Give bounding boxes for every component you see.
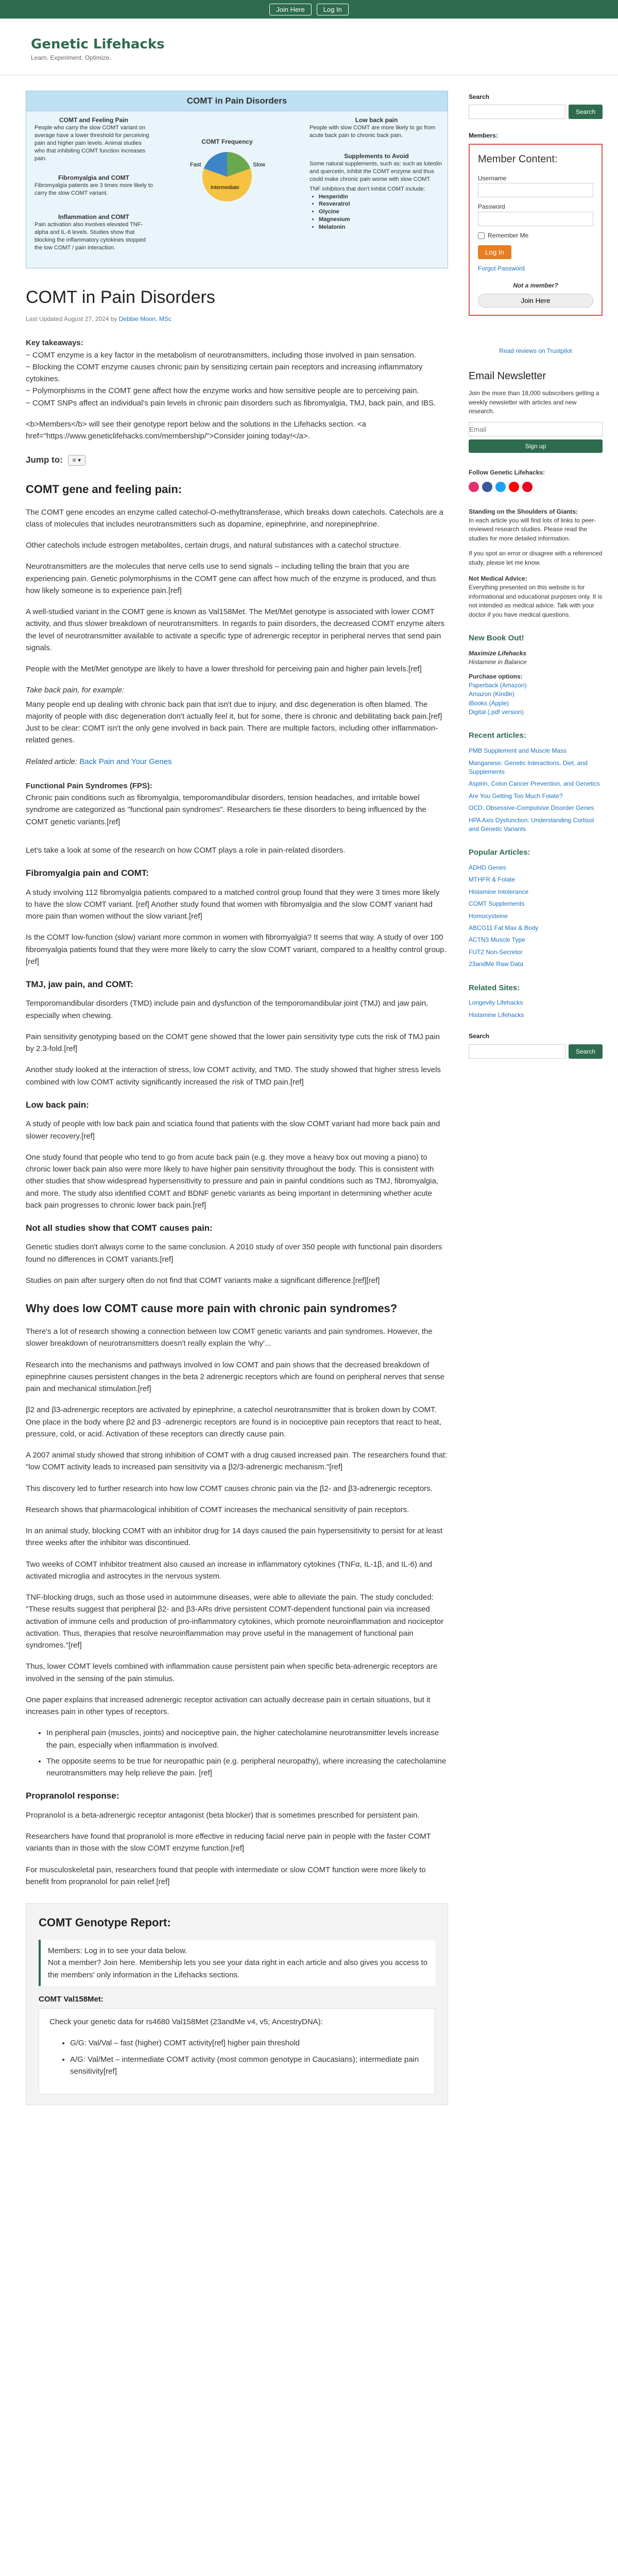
pie-label-slow: Slow	[253, 162, 265, 168]
genotype-box	[39, 2008, 435, 2094]
paragraph: Another study looked at the interaction of stress, low COMT activity, and TMD. The study showed that higher stress levels combined with low COMT activity significantly increased the risk of TMD pain.[ref]	[26, 1065, 441, 1087]
recent-article-link[interactable]: Are You Getting Too Much Folate?	[469, 792, 563, 800]
newsletter-signup-button[interactable]: Sign up	[469, 439, 603, 453]
frequency-pie-chart	[176, 146, 279, 208]
infographic-frequency	[176, 138, 279, 210]
infographic-heading: Fibromyalgia and COMT	[58, 174, 129, 181]
search-label-bottom: Search	[469, 1032, 490, 1040]
search-input-bottom[interactable]	[469, 1044, 565, 1059]
remember-me[interactable]	[478, 231, 593, 240]
paragraph: Pain sensitivity genotyping based on the COMT gene showed that the lower pain sensitivity type cuts the risk of TMJ pain by 2.3-fold.[ref]	[26, 1032, 440, 1054]
heading-tmj: TMJ, jaw pain, and COMT:	[26, 979, 133, 990]
report-join-line[interactable]: Not a member? Join here. Membership lets you see your data right in each article and also gives you access to the members' only information in the Lifehacks sections.	[48, 1958, 428, 1979]
genotype-item: • G/G: Val/Val – fast (higher) COMT activity[ref] higher pain threshold	[70, 2037, 424, 2049]
related-site-link[interactable]: Longevity Lifehacks	[469, 999, 523, 1007]
infographic-text: Pain activation also involves elevated TNF-alpha and IL-6 levels. Studies show that blocking the inflammatory cytokines stopped the low COMT / pain interaction.	[35, 222, 146, 251]
paragraph: A study of people with low back pain and sciatica found that patients with the slow COMT variant had more back pain and slower recovery.[ref]	[26, 1120, 440, 1141]
recent-article-link[interactable]: OCD: Obsessive-Compulsive Disorder Genes	[469, 804, 594, 812]
toc-toggle-button[interactable]: ≡ ▾	[68, 455, 85, 466]
paragraph: One study found that people who tend to go from acute back pain (e.g. they move a heavy box out moving a piano) to chronic lower back pain also were more likely to have higher pain sensitivity throughout the body. This is consistent with other studies that show widespread hypersensitivity to pressure and pain in painful conditions such as TMJ, fibromyalgia, and more. The study also identified COMT and BDNF genetic variants as being important in determining whether acute back pain progresses to chronic lower back pain.[ref]	[26, 1153, 438, 1210]
sidebar-join-button[interactable]: Join Here	[478, 294, 593, 308]
popular-article-link[interactable]: ACTN3 Muscle Type	[469, 936, 525, 944]
list-item: • Resveratrol	[319, 200, 443, 208]
giants-text: In each article you will find lots of links to peer-reviewed research studies. Please read the studies for more detailed information.	[469, 517, 596, 542]
paragraph: A study involving 112 fibromyalgia patients compared to a matched control group found that they were 3 times more likely to have the slow COMT variant. [ref] Another study found that women with fibromyalgia and the slow COMT variant had more pain than women without the slow variant.[ref]	[26, 888, 440, 921]
paragraph: In an animal study, blocking COMT with an inhibitor drug for 14 days caused the pain hypersensitivity to persist for at least three weeks after the inhibitor was discontinued.	[26, 1527, 443, 1548]
list-item: • Magnesium	[319, 216, 443, 224]
social-links	[469, 482, 603, 492]
search-input[interactable]	[469, 105, 565, 119]
not-member-text: Not a member?	[513, 282, 558, 290]
genotype-item: • A/G: Val/Met – intermediate COMT activity (most common genotype in Caucasians); intermediate pain sensitivity[ref]	[70, 2054, 424, 2078]
heading-gene: COMT gene and feeling pain:	[26, 482, 182, 496]
paragraph: Research into the mechanisms and pathways involved in low COMT and pain shows that the decreased breakdown of epinephrine causes persistent changes in the beta 2 adrenergic receptors which are found on peripheral nerves that sense pain and mechanical stimulation.[ref]	[26, 1360, 445, 1394]
book-name: Maximize Lifehacks	[469, 649, 527, 657]
sidebar	[469, 75, 603, 2105]
infographic-supplements	[310, 152, 443, 231]
purchase-label: Purchase options:	[469, 672, 523, 680]
members-label: Members:	[469, 132, 498, 140]
supplement-list	[319, 193, 443, 231]
takeaways-title: Key takeaways:	[26, 338, 83, 348]
paragraph: TNF-blocking drugs, such as those used in autoimmune diseases, were able to alleviate the pain. The study concluded: "These results suggest that peripheral β2- and β3-ARs drive persistent COMT-dependent functional pain via increased activation of immune cells and production of pro-inflammatory cytokines, which promote neuroinflammation and nociceptor activation. Thus, therapies that resolve neuroinflammation may prove useful in the management of functional pain syndromes."[ref]	[26, 1593, 444, 1650]
related-article	[26, 756, 448, 768]
sidebar-login-button[interactable]: Log In	[478, 245, 511, 259]
heading-not-all: Not all studies show that COMT causes pain:	[26, 1223, 213, 1233]
remember-label: Remember Me	[488, 231, 529, 239]
infographic-fibromyalgia	[35, 174, 153, 197]
infographic-text: People with slow COMT are more likely to go from acute back pain to chronic back pain.	[310, 125, 436, 139]
top-bar	[0, 0, 618, 19]
newsletter-text: Join the more than 18,000 subscribers getting a weekly newsletter with articles and new research.	[469, 389, 599, 415]
join-here-button[interactable]: Join Here	[269, 4, 312, 15]
pain-type-list	[46, 1727, 448, 1779]
fps-block	[26, 780, 448, 828]
heading-back-pain: Low back pain:	[26, 1099, 89, 1110]
giants-title: Standing on the Shoulders of Giants:	[469, 507, 578, 515]
paragraph	[26, 684, 448, 696]
infographic-text: Some natural supplements, such as: such as luteolin and quercetin, inhibit the COMT enzyme and thus could make chronic pain worse with slow COMT.	[310, 161, 442, 182]
related-sites-title: Related Sites:	[469, 983, 520, 992]
paragraph: This discovery led to further research into how low COMT causes chronic pain via the β2- and β3-adrenergic receptors.	[26, 1484, 433, 1493]
infographic-text: TNF inhibitors that don't inhibit COMT include:	[310, 185, 425, 192]
author-link[interactable]: Debbie Moon, MSc	[118, 315, 171, 323]
paragraph: Other catechols include estrogen metabolites, certain drugs, and natural substances with a catechol structure.	[26, 541, 401, 550]
paragraph: Research shows that pharmacological inhibition of COMT increases the mechanical sensitivity of pain receptors.	[26, 1505, 409, 1514]
facebook-icon[interactable]	[482, 482, 492, 492]
youtube-icon[interactable]	[509, 482, 519, 492]
recent-article-link[interactable]: Aspirin, Colon Cancer Prevention, and Genetics	[469, 780, 600, 788]
pinterest-icon[interactable]	[522, 482, 533, 492]
site-logo[interactable]: Genetic Lifehacks	[31, 37, 165, 52]
username-input[interactable]	[478, 183, 593, 197]
popular-article-link[interactable]: Histamine Intolerance	[469, 888, 529, 895]
paragraph: Is the COMT low-function (slow) variant more common in women with fibromyalgia? It seems that way. A study of over 100 fibromyalgia patients found that they were more likely to carry the slow COMT variant, compared to a healthy control group.[ref]	[26, 933, 447, 966]
genotype-report	[26, 1903, 448, 2105]
instagram-icon[interactable]	[469, 482, 479, 492]
purchase-link[interactable]: iBooks (Apple)	[469, 699, 509, 707]
member-content-title: Member Content:	[478, 153, 558, 165]
report-members-line[interactable]: Members: Log in to see your data below.	[48, 1946, 187, 1956]
fps-title: Functional Pain Syndromes (FPS):	[26, 781, 152, 790]
report-title: COMT Genotype Report:	[39, 1916, 171, 1929]
advice-text: Everything presented on this website is for informational and educational purposes only. It is not intended as medical advice. Talk with your doctor if you have medical questions.	[469, 584, 603, 618]
paragraph: Studies on pain after surgery often do not find that COMT variants make a significant difference.[ref][ref]	[26, 1276, 380, 1285]
paragraph: Let's take a look at some of the research on how COMT plays a role in pain-related disorders.	[26, 845, 346, 855]
main-content	[15, 75, 458, 2105]
heading-fibromyalgia: Fibromyalgia pain and COMT:	[26, 868, 149, 878]
fps-text: Chronic pain conditions such as fibromyalgia, temporomandibular disorders, tension headaches, and irritable bowel syndrome are categorized as "functional pain syndromes". Researchers tie these disorders to being influenced by the COMT genetic variants.[ref]	[26, 793, 426, 826]
infographic-text: Fibromyalgia patients are 3 times more likely to carry the slow COMT variant.	[35, 182, 153, 197]
advice-title: Not Medical Advice:	[469, 575, 527, 583]
remember-checkbox[interactable]	[478, 232, 485, 239]
login-button[interactable]: Log In	[317, 4, 349, 15]
recent-title: Recent articles:	[469, 731, 526, 740]
takeaway-item: ~ COMT SNPs affect an individual's pain levels in chronic pain disorders such as fibromyalgia, TMJ, back pain, and IBS.	[26, 398, 436, 408]
infographic-heading: Supplements to Avoid	[344, 152, 409, 160]
infographic-text: People who carry the slow COMT variant on average have a lower threshold for perceiving pain and higher pain levels. Animal studies who that inhibiting COMT function increases pain.	[35, 125, 149, 162]
popular-article-link[interactable]: MTHFR & Folate	[469, 876, 516, 884]
popular-article-link[interactable]: Homocysteine	[469, 912, 508, 920]
paragraph: Propranolol is a beta-adrenergic receptor antagonist (beta blocker) that is sometimes prescribed for persistent pain.	[26, 1810, 420, 1820]
infographic-heading: COMT Frequency	[201, 138, 253, 145]
recent-article-link[interactable]: Manganese: Genetic Interactions, Diet, and Supplements	[469, 759, 588, 775]
paragraph: A 2007 animal study showed that strong inhibition of COMT with a drug caused increased pain. The researchers found that: "low COMT activity leads to increased pain sensitivity via a β2/3-adrenergic mechanism."[ref]	[26, 1451, 448, 1472]
paragraph: Two weeks of COMT inhibitor treatment also caused an increase in inflammatory cytokines (TNFα, IL-1β, and IL-6) and activated microglia and astrocytes in the nervous system.	[26, 1560, 433, 1581]
pie-label-intermediate: Intermediate	[211, 185, 239, 191]
paragraph: People with the Met/Met genotype are likely to have a lower threshold for perceiving pain and higher pain levels.[ref]	[26, 665, 422, 674]
search-label: Search	[469, 93, 490, 100]
report-login-note	[39, 1940, 435, 1986]
paragraph: There's a lot of research showing a connection between low COMT genetic variants and pain syndromes. However, the slower breakdown of neurotransmitters doesn't really explain the 'why'...	[26, 1327, 433, 1348]
error-text: If you spot an error or disagree with a referenced study, please let me know.	[469, 550, 603, 566]
paragraph: Many people end up dealing with chronic back pain that isn't due to injury, and disc degeneration is often blamed. The majority of people with disc degeneration don't actually feel it, but for some, there is chronic and debilitating back pain.[ref] Just to be clear: COMT isn't the only gene involved in back pain. There are multiple factors, including other inflammation-related genes.	[26, 700, 442, 745]
meta-prefix: Last Updated August 27, 2024 by	[26, 315, 117, 323]
site-tagline: Learn. Experiment. Optimize.	[31, 54, 111, 62]
paragraph: The COMT gene encodes an enzyme called catechol-O-methyltransferase, which breaks down catechols. Catechols are a class of molecules that includes neurotransmitters such as dopamine, epinephrine, and norepinephrine.	[26, 507, 443, 529]
book-subtitle: Histamine in Balance	[469, 658, 527, 666]
paragraph: For musculoskeletal pain, researchers found that people with intermediate or slow COMT function were more likely to benefit from propranolol for pain relief.[ref]	[26, 1865, 426, 1886]
site-header	[0, 19, 618, 75]
newsletter-email-input[interactable]	[469, 422, 603, 436]
takeaways	[26, 337, 448, 409]
paragraph: β2 and β3-adrenergic receptors are activated by epinephrine, a catechol neurotransmitter that is broken down by COMT. One place in the body where β2 and β3 -adrenergic receptors are found is in nociceptive pain receptors that react to heat, pressure, cold, or acid. Activation of these receptors can directly cause pain.	[26, 1405, 441, 1438]
popular-article-link[interactable]: ADHD Genes	[469, 864, 506, 872]
members-note: <b>Members</b> will see their genotype report below and the solutions in the Lifehacks section. <a href="https://www.geneticlifehacks.com/membership/">Consider joining today!</a>.	[26, 419, 366, 441]
password-input[interactable]	[478, 212, 593, 226]
paragraph: A well-studied variant in the COMT gene is known as Val158Met. The Met/Met genotype is associated with lower COMT activity, and thus slower breakdown of neurotransmitters. In regards to pain disorders, the decreased COMT enzyme alters the level of neurotransmitter available to activate a specific type of adrenergic receptor in peripheral nerves that send pain signals.	[26, 607, 445, 652]
italic-lead: Take back pain, for example:	[26, 686, 125, 695]
newsletter-title: Email Newsletter	[469, 370, 546, 382]
check-text: Check your genetic data for rs4680 Val158Met (23andMe v4, v5; AncestryDNA):	[49, 2018, 323, 2027]
forgot-password-link[interactable]: Forgot Password	[478, 264, 525, 272]
purchase-list	[469, 681, 603, 717]
password-label: Password	[478, 203, 505, 211]
list-item: • The opposite seems to be true for neuropathic pain (e.g. peripheral neuropathy), where increasing the catecholamine neurotransmitters may help relieve the pain. [ref]	[46, 1755, 448, 1780]
purchase-link[interactable]: Digital (.pdf version)	[469, 708, 524, 716]
recent-list	[469, 747, 603, 834]
username-label: Username	[478, 174, 507, 182]
infographic	[26, 91, 448, 268]
toc-label: Jump to:	[26, 455, 63, 465]
infographic-feeling-pain	[35, 116, 153, 162]
related-sites-list	[469, 998, 603, 1020]
pie-label-fast: Fast	[190, 162, 201, 168]
page-title: COMT in Pain Disorders	[26, 287, 215, 307]
list-item: • Glycine	[319, 208, 443, 216]
paragraph: Temporomandibular disorders (TMD) include pain and dysfunction of the temporomandibular joint (TMJ) and jaw pain, especially when chewing.	[26, 999, 428, 1020]
paragraph: Researchers have found that propranolol is more effective in reducing facial nerve pain in people with the faster COMT variants than in those with the slow COMT enzyme function.[ref]	[26, 1832, 431, 1853]
recent-article-link[interactable]: HPA Axis Dysfunction: Understanding Cortisol and Genetic Variants	[469, 816, 594, 833]
purchase-link[interactable]: Paperback (Amazon)	[469, 681, 527, 689]
list-item: • In peripheral pain (muscles, joints) and nociceptive pain, the higher catecholamine neurotransmitter levels increase the pain, especially when inflammation is involved.	[46, 1727, 448, 1751]
related-article-link[interactable]: Back Pain and Your Genes	[79, 757, 172, 766]
infographic-back-pain	[310, 116, 443, 140]
trustpilot-link[interactable]: Read reviews on Trustpilot	[499, 347, 572, 354]
paragraph: Neurotransmitters are the molecules that nerve cells use to send signals – including telling the brain that you are experiencing pain. Genetic polymorphisms in the COMT gene can affect how much of the enzyme is produced, and thus how likely someone is to experience pain.[ref]	[26, 562, 436, 595]
paragraph: Thus, lower COMT levels combined with inflammation cause persistent pain when specific beta-adrenergic receptors are involved in the sensing of the pain stimulus.	[26, 1662, 438, 1683]
infographic-heading: COMT and Feeling Pain	[59, 116, 128, 124]
search-button-bottom[interactable]: Search	[569, 1044, 603, 1059]
book-title: New Book Out!	[469, 633, 524, 642]
infographic-heading: Low back pain	[355, 116, 398, 124]
infographic-inflammation	[35, 213, 153, 252]
search-button[interactable]: Search	[569, 105, 603, 119]
infographic-title: COMT in Pain Disorders	[26, 91, 448, 111]
table-of-contents	[26, 453, 448, 467]
popular-title: Popular Articles:	[469, 848, 530, 857]
related-site-link[interactable]: Histamine Lifehacks	[469, 1011, 524, 1019]
recent-article-link[interactable]: PMB Supplement and Muscle Mass	[469, 747, 567, 755]
popular-article-link[interactable]: FUT2 Non-Secretor	[469, 948, 523, 956]
popular-article-link[interactable]: COMT Supplements	[469, 900, 525, 908]
article-meta	[26, 314, 448, 324]
takeaway-item: ~ COMT enzyme is a key factor in the metabolism of neurotransmitters, including those involved in pain sensation.	[26, 350, 417, 360]
popular-article-link[interactable]: ABCG11 Fat Max & Body	[469, 924, 539, 932]
purchase-link[interactable]: Amazon (Kindle)	[469, 690, 514, 698]
paragraph: Genetic studies don't always come to the same conclusion. A 2010 study of over 350 people with functional pain disorders found no differences in COMT variants.[ref]	[26, 1243, 442, 1264]
list-item: • Melatonin	[319, 224, 443, 231]
infographic-heading: Inflammation and COMT	[58, 213, 129, 221]
takeaway-item: ~ Blocking the COMT enzyme causes chronic pain by sensitizing certain pain receptors and increasing inflammatory cytokines.	[26, 362, 423, 384]
popular-list	[469, 863, 603, 969]
related-prefix: Related article:	[26, 757, 78, 766]
heading-propranolol: Propranolol response:	[26, 1791, 119, 1801]
paragraph: One paper explains that increased adrenergic receptor activation can actually decrease pain in certain situations, but it increases pain in other types of receptors.	[26, 1695, 431, 1717]
genotype-list	[70, 2037, 424, 2077]
snp-title: COMT Val158Met:	[39, 1994, 104, 2004]
takeaway-item: ~ Polymorphisms in the COMT gene affect how the enzyme works and how sensitive people are to perceiving pain.	[26, 386, 419, 396]
twitter-icon[interactable]	[495, 482, 506, 492]
heading-why: Why does low COMT cause more pain with chronic pain syndromes?	[26, 1302, 398, 1315]
popular-article-link[interactable]: 23andMe Raw Data	[469, 960, 524, 968]
member-login-box	[469, 144, 603, 316]
list-item: • Hesperidin	[319, 193, 443, 201]
follow-label: Follow Genetic Lifehacks:	[469, 469, 545, 477]
